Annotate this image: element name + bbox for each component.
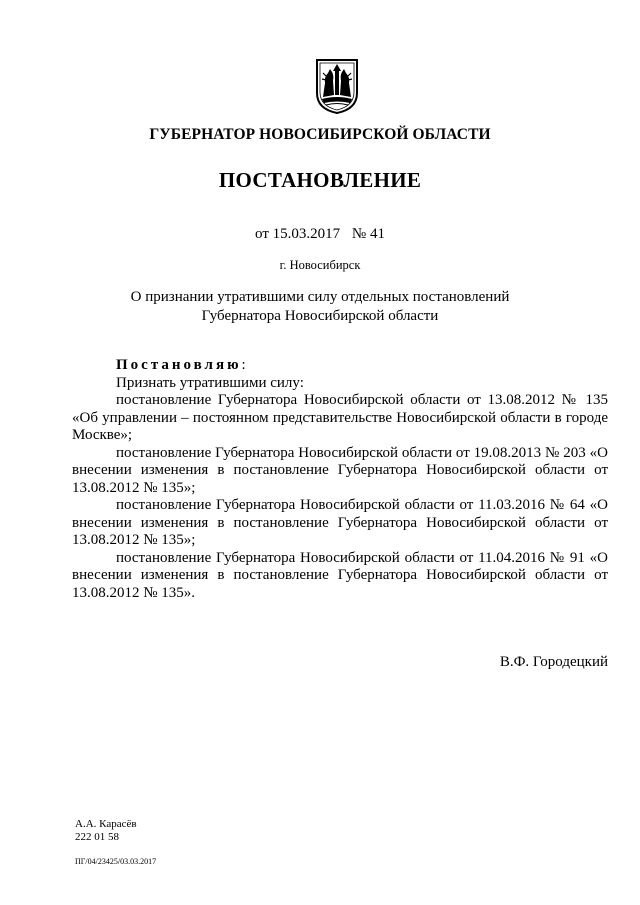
decree-word: Постановляю <box>116 357 242 373</box>
signature-name: В.Ф. Городецкий <box>499 654 608 670</box>
list-item: постановление Губернатора Новосибирской области от 11.03.2016 № 64 «О внесении изменения в постановление Губернатора Новосибирской области от 13.08.2012 № 135»; <box>72 497 608 548</box>
document-code: ПГ/04/23425/03.03.2017 <box>75 857 157 866</box>
decree-colon: : <box>241 357 246 373</box>
decree-intro: Признать утратившими силу: <box>116 374 304 391</box>
authority-title: ГУБЕРНАТОР НОВОСИБИРСКОЙ ОБЛАСТИ <box>149 126 491 143</box>
executor-info <box>75 818 137 844</box>
city-name: г. Новосибирск <box>279 258 361 272</box>
coat-of-arms-icon <box>314 57 360 115</box>
document-type-title: ПОСТАНОВЛЕНИЕ <box>218 168 422 192</box>
document-number: 41 <box>369 226 385 242</box>
subject-line-1: О признании утратившими силу отдельных постановлений <box>130 289 510 305</box>
date-prefix: от <box>255 226 269 242</box>
executor-phone: 222 01 58 <box>75 831 119 843</box>
decree-heading <box>72 357 608 375</box>
document-date: 15.03.2017 <box>272 226 341 242</box>
document-date-number <box>0 226 640 243</box>
executor-name: А.А. Карасёв <box>75 818 137 830</box>
document-subject <box>0 288 640 326</box>
subject-line-2: Губернатора Новосибирской области <box>201 308 439 324</box>
list-item: постановление Губернатора Новосибирской области от 19.08.2013 № 203 «О внесении изменения в постановление Губернатора Новосибирской области от 13.08.2012 № 135»; <box>72 444 608 496</box>
list-item: постановление Губернатора Новосибирской области от 11.04.2016 № 91 «О внесении изменения в постановление Губернатора Новосибирской области от 13.08.2012 № 135». <box>72 549 608 601</box>
document-body <box>72 357 608 602</box>
list-item: постановление Губернатора Новосибирской области от 13.08.2012 № 135 «Об управлении – постоянном представительстве Новосибирской области в городе Москве»; <box>72 392 608 443</box>
number-prefix: № <box>351 226 367 242</box>
